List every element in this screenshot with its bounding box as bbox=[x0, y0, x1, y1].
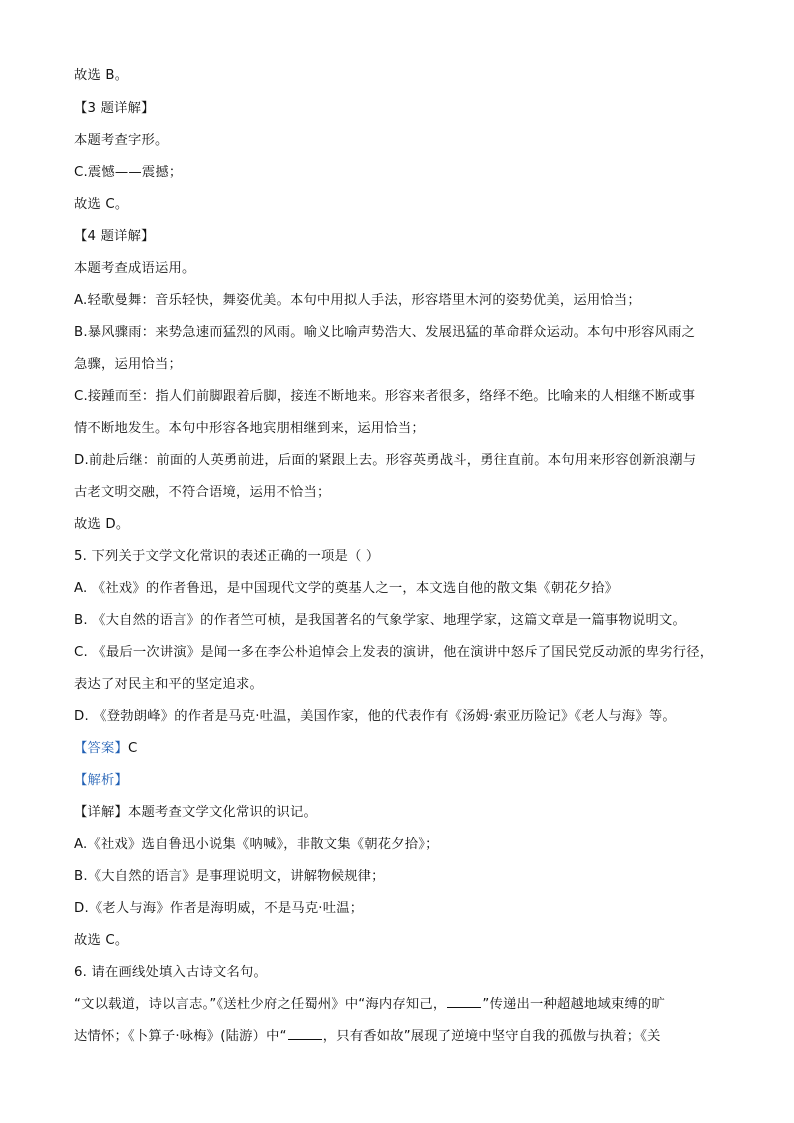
question-6-line-1: “文以载道，诗以言志。”《送杜少府之任蜀州》中“海内存知己， ”传递出一种超越地域束缚的旷 bbox=[74, 997, 665, 1012]
analysis-tag: 【解析】 bbox=[74, 773, 128, 788]
text-line: 本题考查字形。 bbox=[74, 133, 169, 148]
answer-value: C bbox=[128, 741, 138, 756]
option-d: D. 《登勃朗峰》的作者是马克·吐温，美国作家，他的代表作有《汤姆·索亚历险记》《老人与海》等。 bbox=[74, 709, 676, 724]
text-line: C.震憾——震撼； bbox=[74, 165, 183, 180]
text-line: 故选 B。 bbox=[74, 68, 129, 83]
text-line: C.接踵而至：指人们前脚跟着后脚，接连不断地来。形容来者很多，络绎不绝。比喻来的人相继不断或事 bbox=[74, 389, 696, 404]
question-5-stem: 5. 下列关于文学文化常识的表述正确的一项是（ ） bbox=[74, 549, 380, 564]
text-line: D.《老人与海》作者是海明威，不是马克·吐温； bbox=[74, 901, 364, 916]
option-a: A. 《社戏》的作者鲁迅，是中国现代文学的奠基人之一，本文选自他的散文集《朝花夕拾》 bbox=[74, 581, 619, 596]
text-line: 古老文明交融，不符合语境，运用不恰当； bbox=[74, 485, 331, 500]
question-6-line-2: 达情怀；《卜算子·咏梅》(陆游）中“ ，只有香如故”展现了逆境中坚守自我的孤傲与执着；《关 bbox=[74, 1029, 661, 1044]
analysis-line bbox=[74, 771, 734, 791]
fill-blank-2[interactable] bbox=[288, 1027, 322, 1040]
text-line: 故选 C。 bbox=[74, 933, 129, 948]
text-line: 故选 C。 bbox=[74, 197, 129, 212]
text-line: A.轻歌曼舞：音乐轻快，舞姿优美。本句中用拟人手法，形容塔里木河的姿势优美，运用恰当； bbox=[74, 293, 641, 308]
text-line: 表达了对民主和平的坚定追求。 bbox=[74, 677, 263, 692]
text-line: D.前赴后继：前面的人英勇前进，后面的紧跟上去。形容英勇战斗，勇往直前。本句用来形容创新浪潮与 bbox=[74, 453, 697, 468]
section-heading: 【4 题详解】 bbox=[74, 229, 155, 244]
text-line: A.《社戏》选自鲁迅小说集《呐喊》，非散文集《朝花夕拾》； bbox=[74, 837, 439, 852]
text-line: B.《大自然的语言》是事理说明文，讲解物候规律； bbox=[74, 869, 385, 884]
answer-line bbox=[74, 739, 734, 759]
text-line: 情不断地发生。本句中形容各地宾朋相继到来，运用恰当； bbox=[74, 421, 425, 436]
option-c: C. 《最后一次讲演》是闻一多在李公朴追悼会上发表的演讲，他在演讲中怒斥了国民党反动派的卑劣行径， bbox=[74, 645, 714, 660]
question-6-stem: 6. 请在画线处填入古诗文名句。 bbox=[74, 965, 267, 980]
answer-tag: 【答案】 bbox=[74, 741, 128, 756]
option-b: B. 《大自然的语言》的作者竺可桢，是我国著名的气象学家、地理学家，这篇文章是一篇事物说明文。 bbox=[74, 613, 687, 628]
text-line: 【详解】本题考查文学文化常识的识记。 bbox=[74, 805, 317, 820]
text-line: 本题考查成语运用。 bbox=[74, 261, 196, 276]
text-line: 急骤，运用恰当； bbox=[74, 357, 182, 372]
text-line: 故选 D。 bbox=[74, 517, 130, 532]
fill-blank-1[interactable] bbox=[447, 995, 481, 1008]
section-heading: 【3 题详解】 bbox=[74, 101, 155, 116]
text-line: B.暴风骤雨：来势急速而猛烈的风雨。喻义比喻声势浩大、发展迅猛的革命群众运动。本句中形容风雨之 bbox=[74, 325, 696, 340]
